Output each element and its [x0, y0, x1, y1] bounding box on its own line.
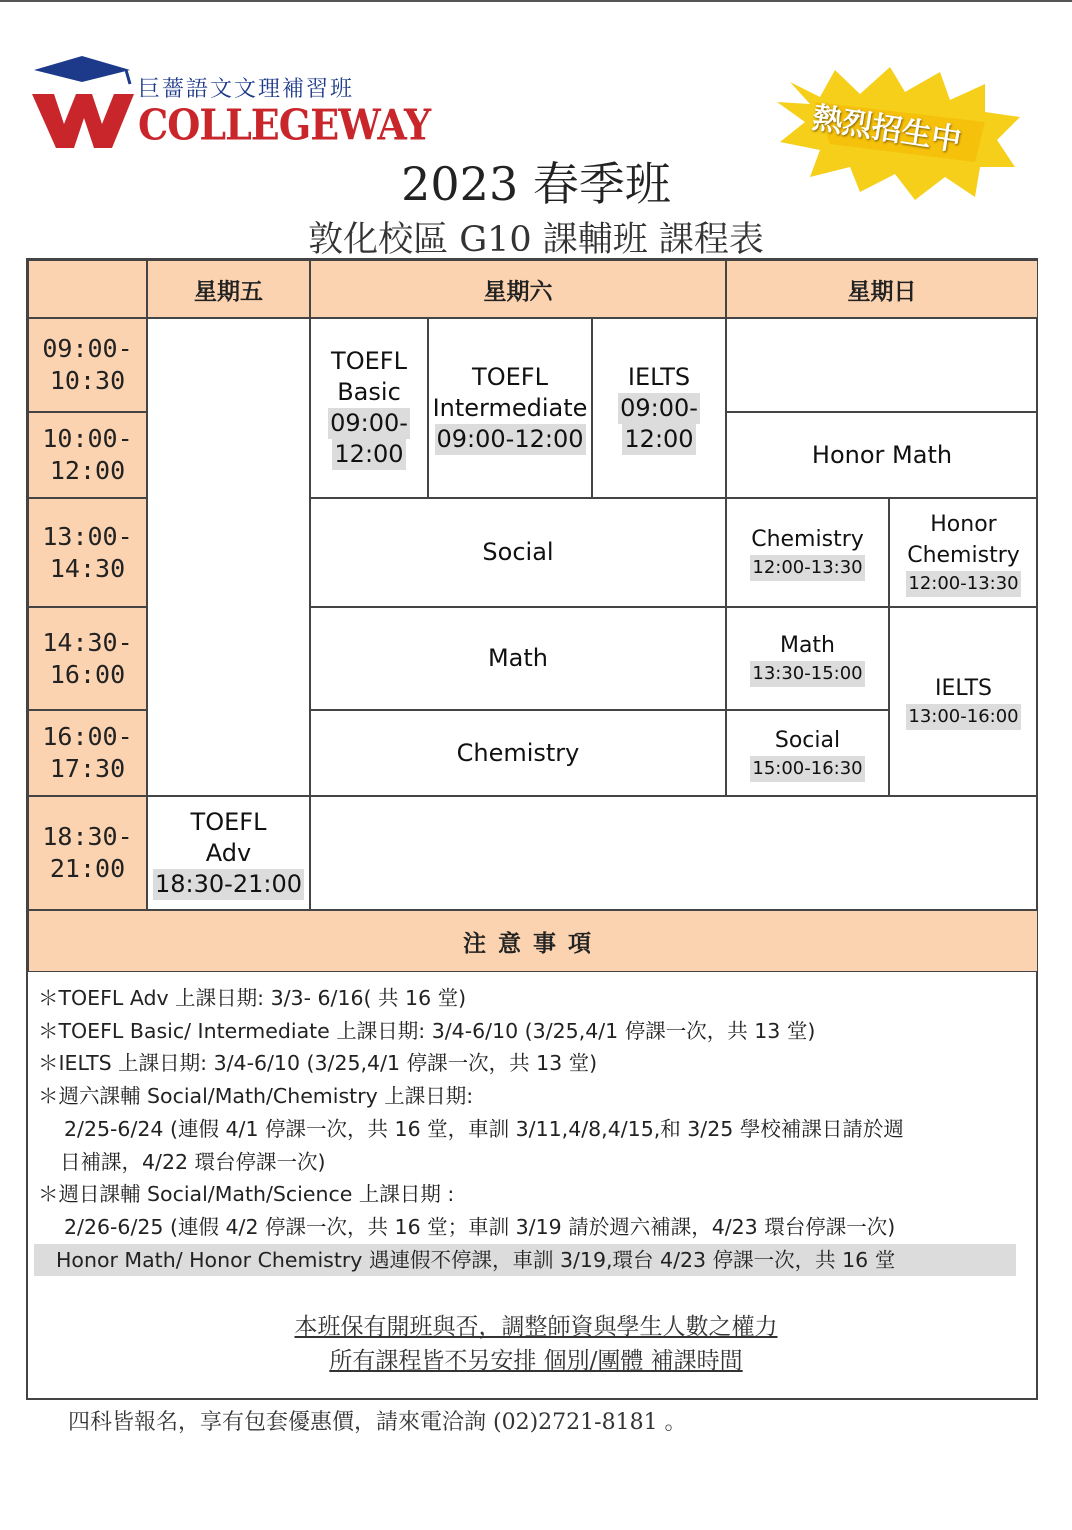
time-slot: 16:00- 17:30 [28, 710, 147, 796]
policy-line-1: 本班保有開班與否，調整師資與學生人數之權力 [294, 1314, 778, 1340]
note-item: 2/26-6/25 (連假 4/2 停課一次，共 16 堂；車訓 3/19 請於週六補課，4/23 環台停課一次) [64, 1214, 896, 1239]
class-chemistry-saturday: Chemistry [310, 710, 726, 796]
class-social-saturday: Social [310, 498, 726, 607]
class-math-saturday: Math [310, 607, 726, 710]
class-honor-math: Honor Math [726, 412, 1038, 498]
logo-english-name: COLLEGEWAY [138, 100, 431, 150]
class-social-sunday: Social 15:00-16:30 [726, 710, 889, 796]
note-item: ＊TOEFL Basic/ Intermediate 上課日期: 3/4-6/10 (3/25,4/1 停課一次，共 13 堂) [38, 1018, 816, 1043]
notes-list [38, 982, 1028, 1276]
day-header-sunday: 星期日 [726, 260, 1038, 318]
note-item: 2/25-6/24 (連假 4/1 停課一次，共 16 堂，車訓 3/11,4/8,4/15,和 3/25 學校補課日請於週 [64, 1116, 904, 1141]
class-ielts-saturday: IELTS 09:00- 12:00 [592, 318, 726, 498]
note-item-highlighted: Honor Math/ Honor Chemistry 遇連假不停課，車訓 3/19,環台 4/23 停課一次，共 16 堂 [34, 1244, 1016, 1277]
time-slot: 13:00- 14:30 [28, 498, 147, 607]
time-slot: 18:30- 21:00 [28, 796, 147, 910]
time-slot: 09:00- 10:30 [28, 318, 147, 412]
class-math-sunday: Math 13:30-15:00 [726, 607, 889, 710]
corner-cell [28, 260, 147, 318]
day-header-saturday: 星期六 [310, 260, 726, 318]
note-item: ＊週六課輔 Social/Math/Chemistry 上課日期: [38, 1084, 474, 1109]
top-border [0, 0, 1072, 2]
policy-line-2: 所有課程皆不另安排 個別/團體 補課時間 [329, 1348, 743, 1374]
enrollment-badge-text: 熱烈招生中 [809, 100, 964, 159]
evening-empty-cell [310, 796, 1038, 910]
time-slot: 10:00- 12:00 [28, 412, 147, 498]
page-subtitle: 敦化校區 G10 課輔班 課程表 [308, 220, 764, 260]
note-item: ＊週日課輔 Social/Math/Science 上課日期 : [38, 1182, 455, 1207]
class-toefl-adv: TOEFL Adv 18:30-21:00 [147, 796, 310, 910]
time-slot: 14:30- 16:00 [28, 607, 147, 710]
logo-chinese-name: 巨薔語文文理補習班 [138, 77, 355, 102]
class-chemistry-sunday: Chemistry 12:00-13:30 [726, 498, 889, 607]
class-toefl-intermediate: TOEFL Intermediate 09:00-12:00 [428, 318, 592, 498]
footer-contact: 四科皆報名，享有包套優惠價，請來電洽詢 (02)2721-8181 。 [68, 1410, 687, 1435]
note-item: ＊TOEFL Adv 上課日期: 3/3- 6/16( 共 16 堂) [38, 986, 467, 1010]
class-honor-chemistry: Honor Chemistry 12:00-13:30 [889, 498, 1038, 607]
page-title: 2023 春季班 [401, 157, 671, 211]
friday-empty-cell [147, 318, 310, 796]
sunday-empty-cell [726, 318, 1038, 412]
notes-header: 注意事項 [28, 910, 1038, 972]
class-ielts-sunday: IELTS 13:00-16:00 [889, 607, 1038, 796]
note-item: 日補課，4/22 環台停課一次) [60, 1149, 326, 1174]
note-item: ＊IELTS 上課日期: 3/4-6/10 (3/25,4/1 停課一次，共 13 堂) [38, 1051, 598, 1076]
class-toefl-basic: TOEFL Basic 09:00- 12:00 [310, 318, 428, 498]
day-header-friday: 星期五 [147, 260, 310, 318]
